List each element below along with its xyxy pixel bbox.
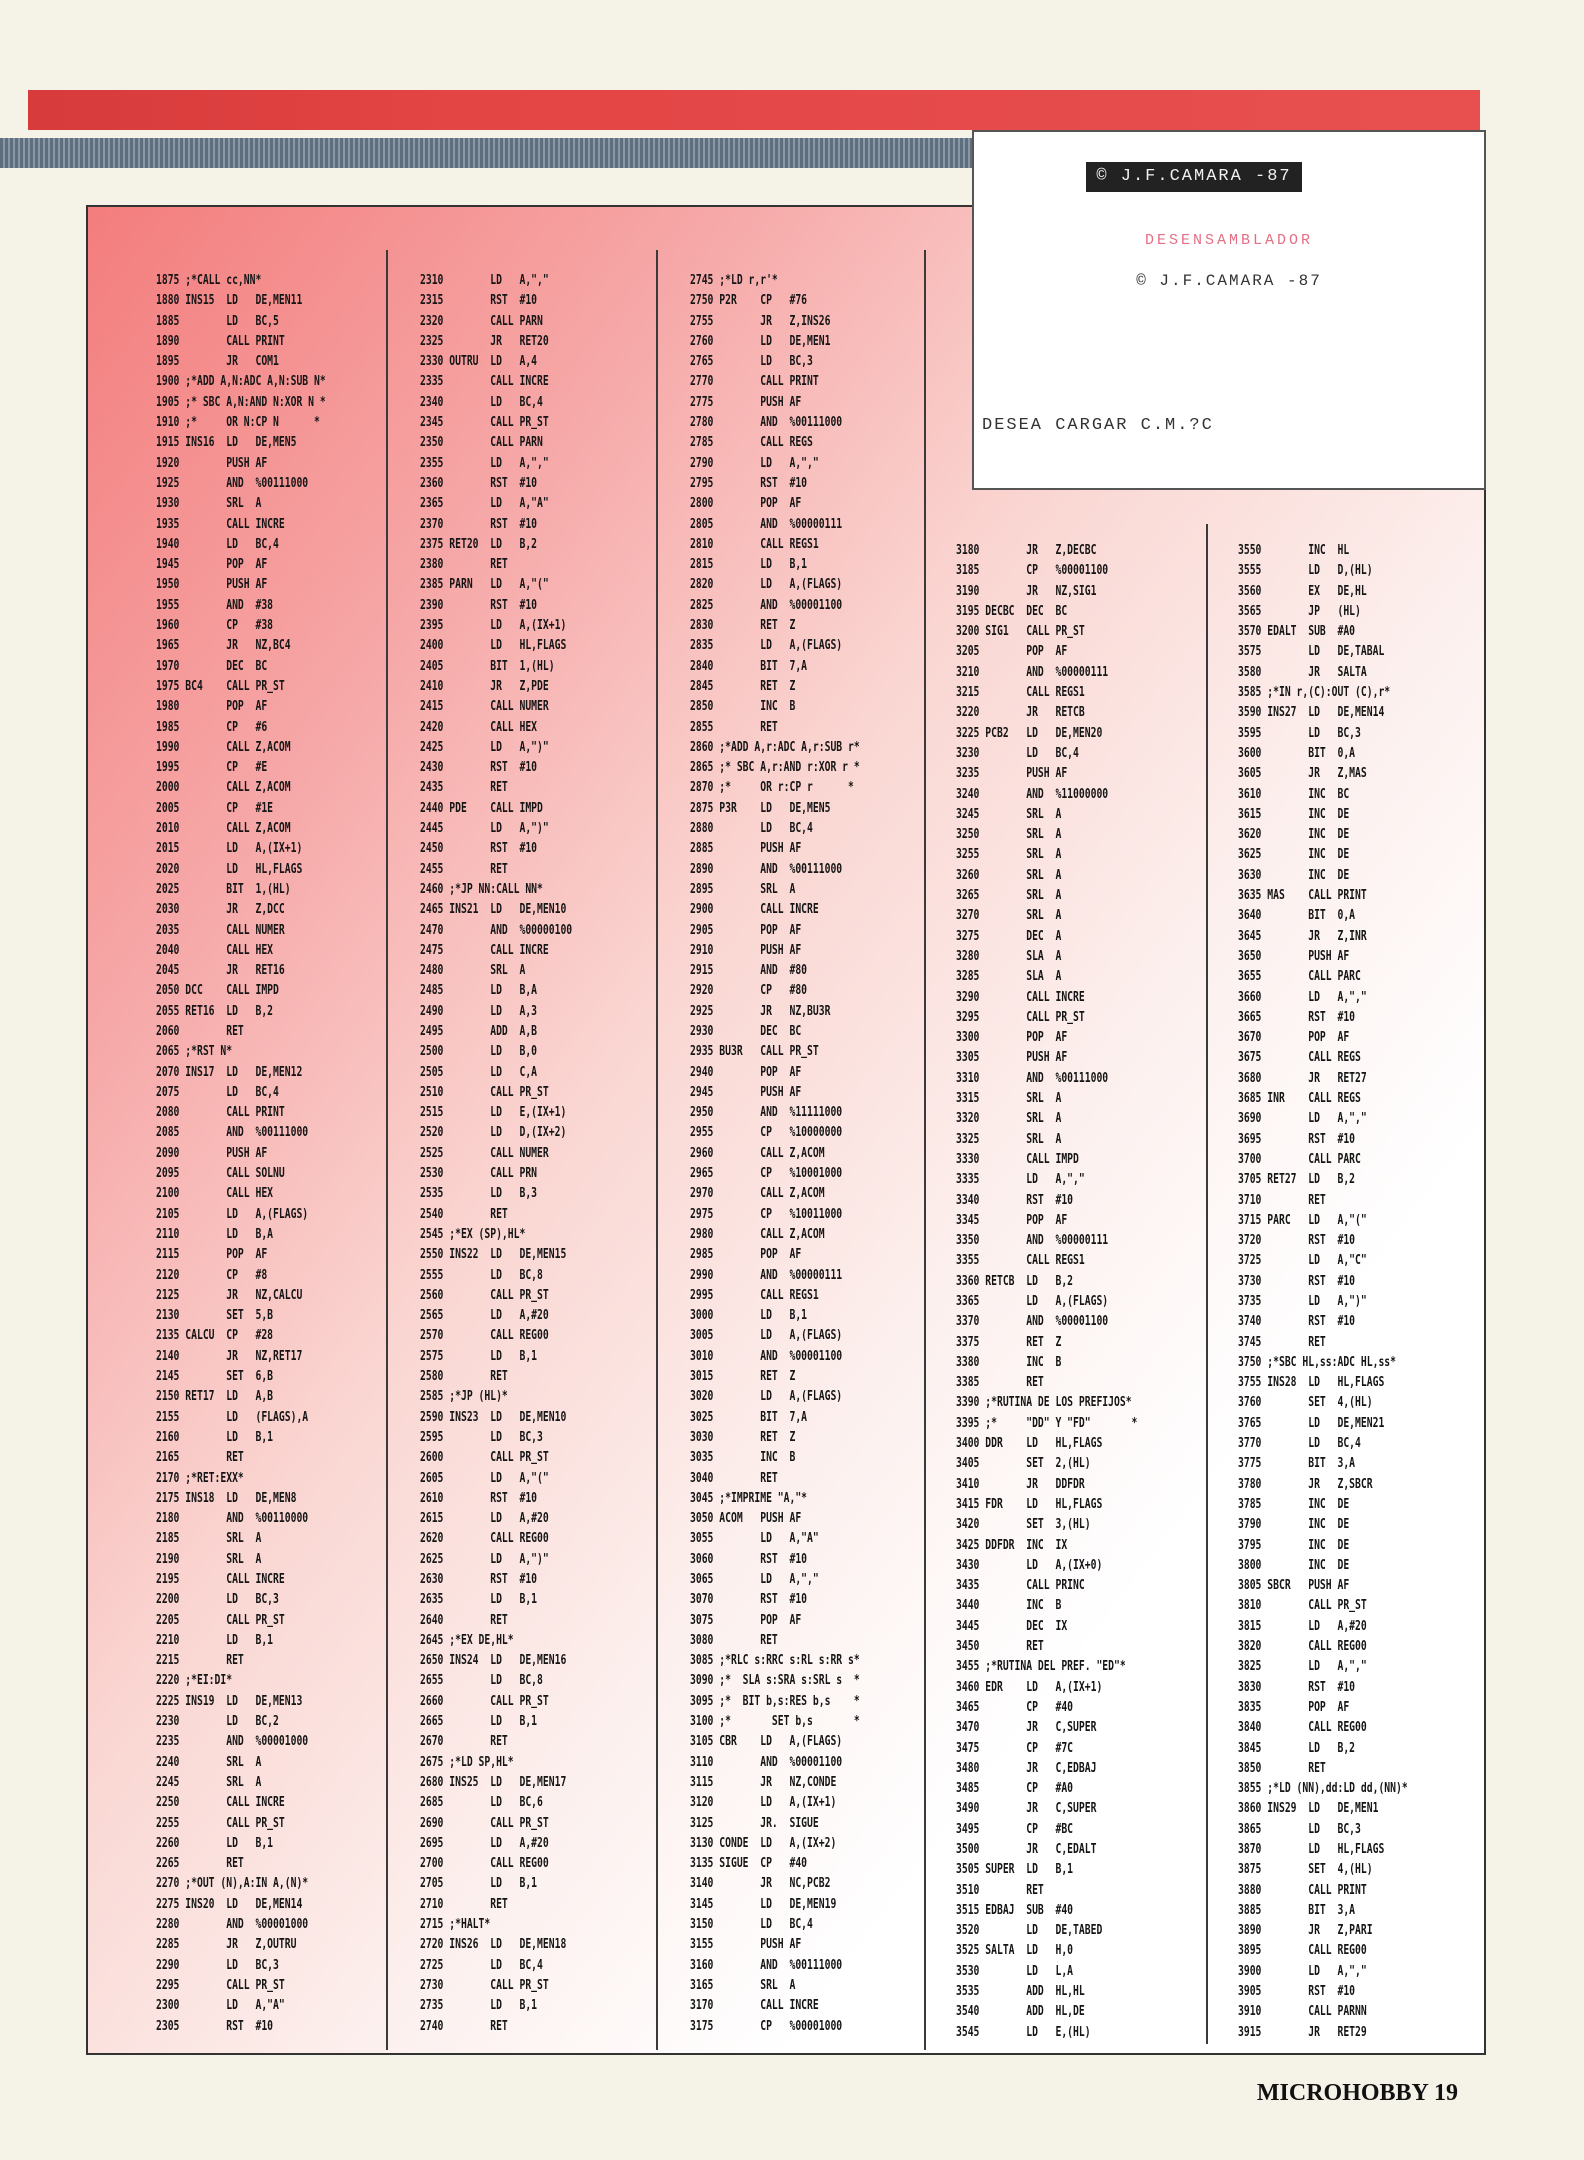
column-divider (1206, 524, 1208, 2044)
spectrum-screen (972, 130, 1486, 490)
column-divider (386, 250, 388, 2050)
page-footer: MICROHOBBY 19 (1256, 2080, 1458, 2106)
screen-title: DESENSAMBLADOR (1144, 232, 1314, 249)
listing-column-2: 2310 LD A,"," 2315 RST #10 2320 CALL PARN 2325 JR RET20 2330 OUTRU LD A,4 2335 CALL INCRE 2340 LD BC,4 2345 CALL PR_ST 2350 CALL PARN 2355 LD A,"," 2360 RST #10 2365 LD A,"A" 2370 RST #10 2375 RET20 LD B,2 2380 RET 2385 PARN LD A,"(" 2390 RST #10 2395 LD A,(IX+1) 2400 LD HL,FLAGS 2405 BIT 1,(HL) 2410 JR Z,PDE 2415 CALL NUMER 2420 CALL HEX 2425 LD A,")" 2430 RST #10 2435 RET 2440 PDE CALL IMPD 2445 LD A,")" 2450 RST #10 2455 RET 2460 ;*JP NN:CALL NN* 2465 INS21 LD DE,MEN10 2470 AND %00000100 2475 CALL INCRE 2480 SRL A 2485 LD B,A 2490 LD A,3 2495 ADD A,B 2500 LD B,0 2505 LD C,A 2510 CALL PR_ST 2515 LD E,(IX+1) 2520 LD D,(IX+2) 2525 CALL NUMER 2530 CALL PRN 2535 LD B,3 2540 RET 2545 ;*EX (SP),HL* 2550 INS22 LD DE,MEN15 2555 LD BC,8 2560 CALL PR_ST 2565 LD A,#20 2570 CALL REG00 2575 LD B,1 2580 RET 2585 ;*JP (HL)* 2590 INS23 LD DE,MEN10 2595 LD BC,3 2600 CALL PR_ST 2605 LD A,"(" 2610 RST #10 2615 LD A,#20 2620 CALL REG00 2625 LD A,")" 2630 RST #10 2635 LD B,1 2640 RET 2645 ;*EX DE,HL* 2650 INS24 LD DE,MEN16 2655 LD BC,8 2660 CALL PR_ST 2665 LD B,1 2670 RET 2675 ;*LD SP,HL* 2680 INS25 LD DE,MEN17 2685 LD BC,6 2690 CALL PR_ST 2695 LD A,#20 2700 CALL REG00 2705 LD B,1 2710 RET 2715 ;*HALT* 2720 INS26 LD DE,MEN18 2725 LD BC,4 2730 CALL PR_ST 2735 LD B,1 2740 RET (420, 272, 573, 2034)
header-red-stripe (0, 90, 1480, 130)
listing-column-5: 3550 INC HL 3555 LD D,(HL) 3560 EX DE,HL 3565 JP (HL) 3570 EDALT SUB #A0 3575 LD DE,TABAL 3580 JR SALTA 3585 ;*IN r,(C):OUT (C),r* 3590 INS27 LD DE,MEN14 3595 LD BC,3 3600 BIT 0,A 3605 JR Z,MAS 3610 INC BC 3615 INC DE 3620 INC DE 3625 INC DE 3630 INC DE 3635 MAS CALL PRINT 3640 BIT 0,A 3645 JR Z,INR 3650 PUSH AF 3655 CALL PARC 3660 LD A,"," 3665 RST #10 3670 POP AF 3675 CALL REGS 3680 JR RET27 3685 INR CALL REGS 3690 LD A,"," 3695 RST #10 3700 CALL PARC 3705 RET27 LD B,2 3710 RET 3715 PARC LD A,"(" 3720 RST #10 3725 LD A,"C" 3730 RST #10 3735 LD A,")" 3740 RST #10 3745 RET 3750 ;*SBC HL,ss:ADC HL,ss* 3755 INS28 LD HL,FLAGS 3760 SET 4,(HL) 3765 LD DE,MEN21 3770 LD BC,4 3775 BIT 3,A 3780 JR Z,SBCR 3785 INC DE 3790 INC DE 3795 INC DE 3800 INC DE 3805 SBCR PUSH AF 3810 CALL PR_ST 3815 LD A,#20 3820 CALL REG00 3825 LD A,"," 3830 RST #10 3835 POP AF 3840 CALL REG00 3845 LD B,2 3850 RET 3855 ;*LD (NN),dd:LD dd,(NN)* 3860 INS29 LD DE,MEN1 3865 LD BC,3 3870 LD HL,FLAGS 3875 SET 4,(HL) 3880 CALL PRINT 3885 BIT 3,A 3890 JR Z,PARI 3895 CALL REG00 3900 LD A,"," 3905 RST #10 3910 CALL PARNN 3915 JR RET29 (1238, 542, 1408, 2040)
listing-column-4: 3180 JR Z,DECBC 3185 CP %00001100 3190 JR NZ,SIG1 3195 DECBC DEC BC 3200 SIG1 CALL PR_ST 3205 POP AF 3210 AND %00000111 3215 CALL REGS1 3220 JR RETCB 3225 PCB2 LD DE,MEN20 3230 LD BC,4 3235 PUSH AF 3240 AND %11000000 3245 SRL A 3250 SRL A 3255 SRL A 3260 SRL A 3265 SRL A 3270 SRL A 3275 DEC A 3280 SLA A 3285 SLA A 3290 CALL INCRE 3295 CALL PR_ST 3300 POP AF 3305 PUSH AF 3310 AND %00111000 3315 SRL A 3320 SRL A 3325 SRL A 3330 CALL IMPD 3335 LD A,"," 3340 RST #10 3345 POP AF 3350 AND %00000111 3355 CALL REGS1 3360 RETCB LD B,2 3365 LD A,(FLAGS) 3370 AND %00001100 3375 RET Z 3380 INC B 3385 RET 3390 ;*RUTINA DE LOS PREFIJOS* 3395 ;* "DD" Y "FD" * 3400 DDR LD HL,FLAGS 3405 SET 2,(HL) 3410 JR DDFDR 3415 FDR LD HL,FLAGS 3420 SET 3,(HL) 3425 DDFDR INC IX 3430 LD A,(IX+0) 3435 CALL PRINC 3440 INC B 3445 DEC IX 3450 RET 3455 ;*RUTINA DEL PREF. "ED"* 3460 EDR LD A,(IX+1) 3465 CP #40 3470 JR C,SUPER 3475 CP #7C 3480 JR C,EDBAJ 3485 CP #A0 3490 JR C,SUPER 3495 CP #BC 3500 JR C,EDALT 3505 SUPER LD B,1 3510 RET 3515 EDBAJ SUB #40 3520 LD DE,TABED 3525 SALTA LD H,0 3530 LD L,A 3535 ADD HL,HL 3540 ADD HL,DE 3545 LD E,(HL) (956, 542, 1138, 2040)
screen-prompt: DESEA CARGAR C.M.?C (982, 416, 1214, 435)
listing-column-1: 1875 ;*CALL cc,NN* 1880 INS15 LD DE,MEN11 1885 LD BC,5 1890 CALL PRINT 1895 JR COM1 1900 ;*ADD A,N:ADC A,N:SUB N* 1905 ;* SBC A,N:AND N:XOR N * 1910 ;* OR N:CP N * 1915 INS16 LD DE,MEN5 1920 PUSH AF 1925 AND %00111000 1930 SRL A 1935 CALL INCRE 1940 LD BC,4 1945 POP AF 1950 PUSH AF 1955 AND #38 1960 CP #38 1965 JR NZ,BC4 1970 DEC BC 1975 BC4 CALL PR_ST 1980 POP AF 1985 CP #6 1990 CALL Z,ACOM 1995 CP #E 2000 CALL Z,ACOM 2005 CP #1E 2010 CALL Z,ACOM 2015 LD A,(IX+1) 2020 LD HL,FLAGS 2025 BIT 1,(HL) 2030 JR Z,DCC 2035 CALL NUMER 2040 CALL HEX 2045 JR RET16 2050 DCC CALL IMPD 2055 RET16 LD B,2 2060 RET 2065 ;*RST N* 2070 INS17 LD DE,MEN12 2075 LD BC,4 2080 CALL PRINT 2085 AND %00111000 2090 PUSH AF 2095 CALL SOLNU 2100 CALL HEX 2105 LD A,(FLAGS) 2110 LD B,A 2115 POP AF 2120 CP #8 2125 JR NZ,CALCU 2130 SET 5,B 2135 CALCU CP #28 2140 JR NZ,RET17 2145 SET 6,B 2150 RET17 LD A,B 2155 LD (FLAGS),A 2160 LD B,1 2165 RET 2170 ;*RET:EXX* 2175 INS18 LD DE,MEN8 2180 AND %00110000 2185 SRL A 2190 SRL A 2195 CALL INCRE 2200 LD BC,3 2205 CALL PR_ST 2210 LD B,1 2215 RET 2220 ;*EI:DI* 2225 INS19 LD DE,MEN13 2230 LD BC,2 2235 AND %00001000 2240 SRL A 2245 SRL A 2250 CALL INCRE 2255 CALL PR_ST 2260 LD B,1 2265 RET 2270 ;*OUT (N),A:IN A,(N)* 2275 INS20 LD DE,MEN14 2280 AND %00001000 2285 JR Z,OUTRU 2290 LD BC,3 2295 CALL PR_ST 2300 LD A,"A" 2305 RST #10 (156, 272, 326, 2034)
listing-column-3: 2745 ;*LD r,r'* 2750 P2R CP #76 2755 JR Z,INS26 2760 LD DE,MEN1 2765 LD BC,3 2770 CALL PRINT 2775 PUSH AF 2780 AND %00111000 2785 CALL REGS 2790 LD A,"," 2795 RST #10 2800 POP AF 2805 AND %00000111 2810 CALL REGS1 2815 LD B,1 2820 LD A,(FLAGS) 2825 AND %00001100 2830 RET Z 2835 LD A,(FLAGS) 2840 BIT 7,A 2845 RET Z 2850 INC B 2855 RET 2860 ;*ADD A,r:ADC A,r:SUB r* 2865 ;* SBC A,r:AND r:XOR r * 2870 ;* OR r:CP r * 2875 P3R LD DE,MEN5 2880 LD BC,4 2885 PUSH AF 2890 AND %00111000 2895 SRL A 2900 CALL INCRE 2905 POP AF 2910 PUSH AF 2915 AND #80 2920 CP #80 2925 JR NZ,BU3R 2930 DEC BC 2935 BU3R CALL PR_ST 2940 POP AF 2945 PUSH AF 2950 AND %11111000 2955 CP %10000000 2960 CALL Z,ACOM 2965 CP %10001000 2970 CALL Z,ACOM 2975 CP %10011000 2980 CALL Z,ACOM 2985 POP AF 2990 AND %00000111 2995 CALL REGS1 3000 LD B,1 3005 LD A,(FLAGS) 3010 AND %00001100 3015 RET Z 3020 LD A,(FLAGS) 3025 BIT 7,A 3030 RET Z 3035 INC B 3040 RET 3045 ;*IMPRIME "A,"* 3050 ACOM PUSH AF 3055 LD A,"A" 3060 RST #10 3065 LD A,"," 3070 RST #10 3075 POP AF 3080 RET 3085 ;*RLC s:RRC s:RL s:RR s* 3090 ;* SLA s:SRA s:SRL s * 3095 ;* BIT b,s:RES b,s * 3100 ;* SET b,s * 3105 CBR LD A,(FLAGS) 3110 AND %00001100 3115 JR NZ,CONDE 3120 LD A,(IX+1) 3125 JR. SIGUE 3130 CONDE LD A,(IX+2) 3135 SIGUE CP #40 3140 JR NC,PCB2 3145 LD DE,MEN19 3150 LD BC,4 3155 PUSH AF 3160 AND %00111000 3165 SRL A 3170 CALL INCRE 3175 CP %00001000 (690, 272, 860, 2034)
screen-credit-badge: © J.F.CAMARA -87 (1086, 162, 1302, 192)
screen-credit: © J.F.CAMARA -87 (1136, 272, 1322, 290)
column-divider (656, 250, 658, 2050)
column-divider (924, 250, 926, 2050)
